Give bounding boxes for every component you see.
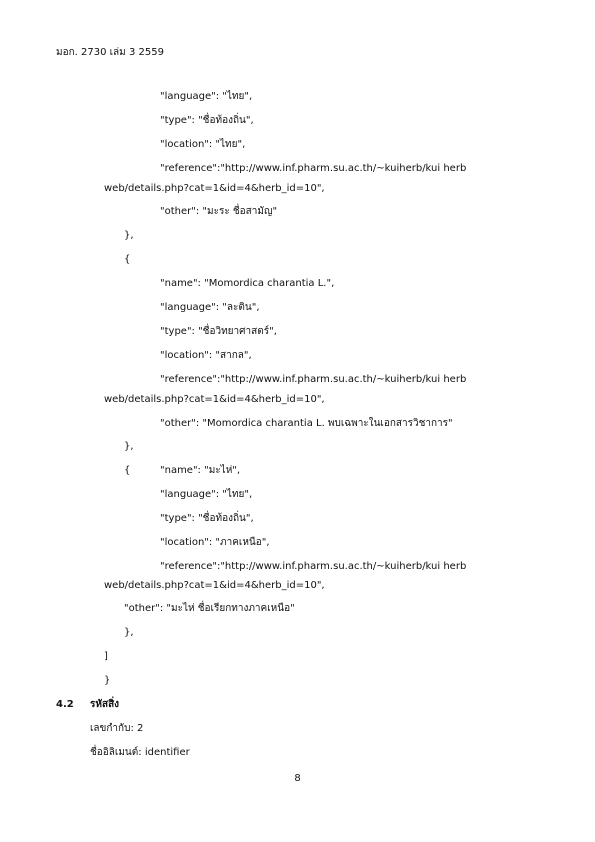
section-number: 4.2 <box>56 699 74 710</box>
json-line: }, <box>124 441 134 452</box>
json-line: "language": "ไทย", <box>160 489 253 500</box>
field-label: ชื่ออิลิเมนต์: <box>90 747 142 758</box>
field-label: เลขกำกับ: <box>90 723 134 734</box>
json-line: "other": "มะระ ชื่อสามัญ" <box>160 206 278 217</box>
json-line: { <box>124 254 131 265</box>
json-line: web/details.php?cat=1&id=4&herb_id=10", <box>104 394 325 405</box>
field-value: 2 <box>137 723 144 734</box>
json-line: "location": "ไทย", <box>160 139 246 150</box>
json-line: web/details.php?cat=1&id=4&herb_id=10", <box>104 580 325 591</box>
json-line: { <box>124 465 131 476</box>
json-line: "location": "ภาคเหนือ", <box>160 537 270 548</box>
json-line: "reference":"http://www.inf.pharm.su.ac.th/~kuiherb/kui herb <box>160 561 467 572</box>
field-line <box>90 747 190 759</box>
json-line: "other": "Momordica charantia L. พบเฉพาะในเอกสารวิชาการ" <box>160 418 453 429</box>
json-line: "type": "ชื่อวิทยาศาสตร์", <box>160 326 277 337</box>
json-line: "reference":"http://www.inf.pharm.su.ac.th/~kuiherb/kui herb <box>160 374 467 385</box>
json-line: }, <box>124 230 134 241</box>
json-line: "reference":"http://www.inf.pharm.su.ac.th/~kuiherb/kui herb <box>160 163 467 174</box>
json-line: "language": "ละติน", <box>160 302 260 313</box>
page-number: 8 <box>294 773 301 784</box>
json-line: "name": "Momordica charantia L.", <box>160 278 335 289</box>
json-line: "other": "มะไห่ ชื่อเรียกทางภาคเหนือ" <box>124 603 295 614</box>
section-title: รหัสสิ่ง <box>90 699 120 710</box>
json-line: "type": "ชื่อท้องถิ่น", <box>160 115 254 126</box>
field-value: identifier <box>144 747 190 758</box>
json-line: "name": "มะไห่", <box>160 465 241 476</box>
json-line: "type": "ชื่อท้องถิ่น", <box>160 513 254 524</box>
field-line <box>90 723 143 735</box>
json-line: }, <box>124 627 134 638</box>
json-line: "location": "สากล", <box>160 350 252 361</box>
json-line: "language": "ไทย", <box>160 91 253 102</box>
json-line: web/details.php?cat=1&id=4&herb_id=10", <box>104 183 325 194</box>
page-header: มอก. 2730 เล่ม 3 2559 <box>56 47 164 58</box>
json-line: } <box>104 675 111 686</box>
json-line: ] <box>104 651 108 662</box>
